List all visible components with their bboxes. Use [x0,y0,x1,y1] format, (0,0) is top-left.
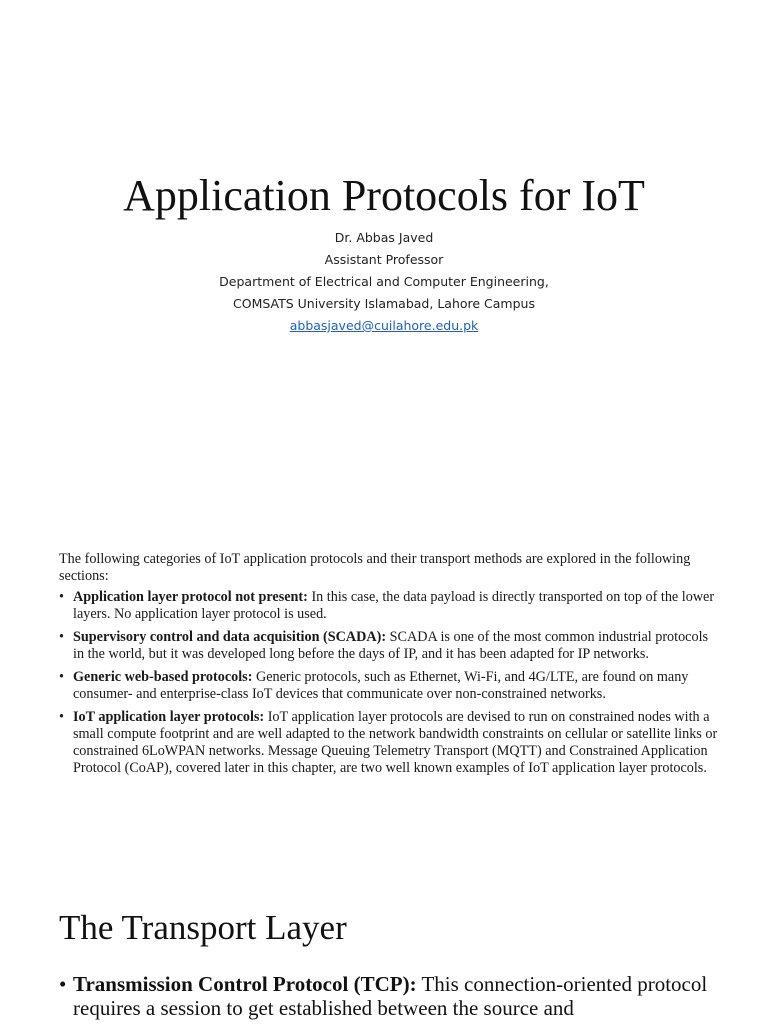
list-item [59,629,719,663]
author-university: COMSATS University Islamabad, Lahore Campus [233,296,535,311]
author-name: Dr. Abbas Javed [334,230,434,245]
item-text: SCADA is one of the most common industrial protocols in the world, but it was developed long before the days of IP, and it has been adapted for IP networks. [73,629,709,662]
author-department: Department of Electrical and Computer Engineering, [219,274,549,289]
item-text: This connection-oriented protocol requires a session to get established between the source and [73,972,708,1020]
item-text: Generic protocols, such as Ethernet, Wi-Fi, and 4G/LTE, are found on many consumer- and enterprise-class IoT devices that communicate over non-constrained networks. [73,669,689,702]
section-title: The Transport Layer [59,908,347,947]
slide-title: Application Protocols for IoT [123,171,645,220]
item-text: In this case, the data payload is directly transported on top of the lower layers. No application layer protocol is used. [73,589,715,622]
author-position: Assistant Professor [324,252,444,267]
item-term: Application layer protocol not present: [73,589,308,605]
author-info [0,227,768,337]
item-text: IoT application layer protocols are devised to run on constrained nodes with a small compute footprint and are well adapted to the network bandwidth constraints on cellular or satellite links or constrained 6LoWPAN networks. Message Queuing Telemetry Transport (MQTT) and Constrained Application Protocol (CoAP), covered later in this chapter, are two well known examples of IoT application layer protocols. [73,709,718,776]
item-term: Generic web-based protocols: [73,669,253,685]
item-term: Supervisory control and data acquisition (SCADA): [73,629,387,645]
author-email-link[interactable]: abbasjaved@cuilahore.edu.pk [289,318,479,333]
categories-intro: The following categories of IoT application protocols and their transport methods are explored in the following sections: [59,551,691,584]
list-item [59,669,719,703]
list-item [59,972,723,1020]
list-item [59,589,719,623]
item-term: IoT application layer protocols: [73,709,265,725]
protocol-categories [59,551,719,783]
item-term: Transmission Control Protocol (TCP): [73,972,417,996]
list-item [59,709,719,777]
categories-list [59,589,719,777]
